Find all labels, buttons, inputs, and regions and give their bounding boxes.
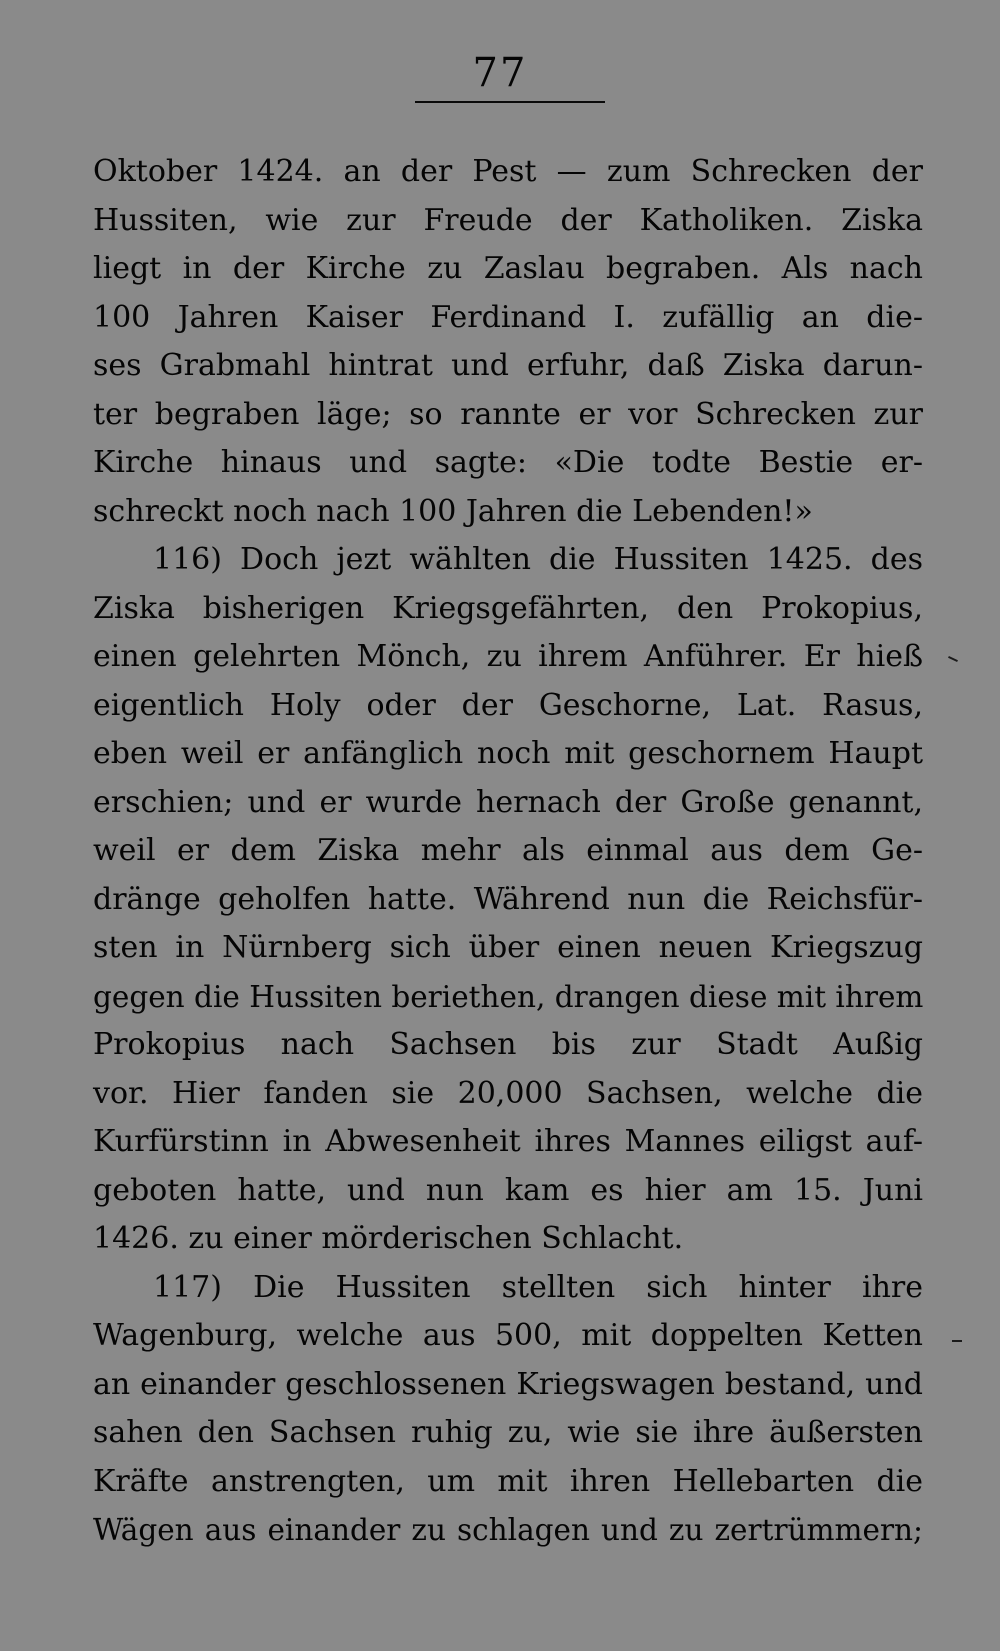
text-line: sahen den Sachsen ruhig zu, wie sie ihre äußersten [93, 1415, 923, 1450]
margin-mark [952, 1340, 962, 1342]
text-line: Oktober 1424. an der Pest — zum Schrecken der [93, 154, 923, 189]
text-line: Hussiten, wie zur Freude der Katholiken. Ziska [93, 202, 923, 238]
paragraph-117 [93, 1264, 923, 1555]
text-line: vor. Hier fanden sie 20,000 Sachsen, welche die [93, 1075, 923, 1111]
text-line: sten in Nürnberg sich über einen neuen Kriegszug [93, 930, 923, 965]
text-line: ter begraben läge; so rannte er vor Schrecken zur [93, 396, 923, 432]
text-line: weil er dem Ziska mehr als einmal aus dem Ge- [93, 833, 923, 868]
text-line: dränge geholfen hatte. Während nun die Reichsfür- [93, 881, 923, 917]
margin-mark [948, 656, 958, 662]
text-line: Kurfürstinn in Abwesenheit ihres Mannes eiligst auf- [93, 1124, 923, 1159]
text-line: an einander geschlossenen Kriegswagen bestand, und [93, 1366, 923, 1402]
paragraph-116 [93, 536, 923, 1264]
text-line: liegt in der Kirche zu Zaslau begraben. Als nach [93, 251, 923, 286]
text-line: geboten hatte, und nun kam es hier am 15. Juni [93, 1172, 923, 1208]
text-line: einen gelehrten Mönch, zu ihrem Anführer. Er hieß [93, 639, 923, 674]
header-rule [415, 101, 605, 103]
body-text [93, 148, 923, 1555]
text-line: Ziska bisherigen Kriegsgefährten, den Prokopius, [93, 590, 923, 626]
text-line: eigentlich Holy oder der Geschorne, Lat. Rasus, [93, 687, 923, 723]
text-line: 117) Die Hussiten stellten sich hinter ihre [153, 1269, 923, 1305]
text-line: ses Grabmahl hintrat und erfuhr, daß Ziska darun- [93, 348, 923, 383]
paragraph-115-end [93, 148, 923, 536]
page-number: 77 [472, 50, 528, 96]
text-line: 116) Doch jezt wählten die Hussiten 1425. des [153, 542, 923, 577]
text-line: 100 Jahren Kaiser Ferdinand I. zufällig an die- [93, 299, 923, 335]
text-line: Wagenburg, welche aus 500, mit doppelten Ketten [93, 1318, 923, 1353]
text-line: 1426. zu einer mörderischen Schlacht. [93, 1221, 684, 1256]
text-line: Kräfte anstrengten, um mit ihren Hellebarten die [93, 1463, 923, 1499]
text-line: Kirche hinaus und sagte: «Die todte Bestie er- [93, 445, 923, 480]
text-line: schreckt noch nach 100 Jahren die Lebenden!» [93, 493, 813, 529]
text-line: eben weil er anfänglich noch mit geschornem Haupt [93, 736, 923, 771]
text-line: Wägen aus einander zu schlagen und zu zertrümmern; [93, 1513, 923, 1547]
text-line: gegen die Hussiten beriethen, drangen diese mit ihrem [93, 979, 924, 1014]
text-line: Prokopius nach Sachsen bis zur Stadt Außig [93, 1027, 923, 1062]
text-line: erschien; und er wurde hernach der Große genannt, [93, 784, 923, 820]
